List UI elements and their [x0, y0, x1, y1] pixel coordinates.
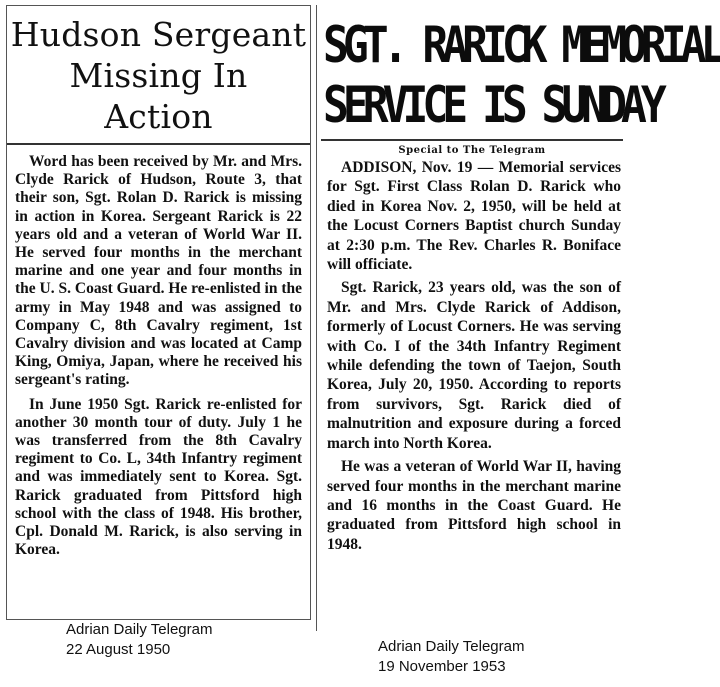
left-headline-line: Action	[104, 97, 213, 136]
left-headline-line: Hudson Sergeant	[10, 15, 307, 54]
right-headline	[323, 15, 720, 135]
right-caption-date: 19 November 1953	[378, 658, 506, 675]
right-caption-source: Adrian Daily Telegram	[378, 638, 525, 655]
left-headline-line: Missing In	[69, 56, 248, 95]
right-headline-line: SERVICE IS SUNDAY	[323, 76, 661, 134]
left-clipping	[6, 5, 311, 620]
right-paragraph-1: ADDISON, Nov. 19 — Memorial services for Sgt. First Class Rolan D. Rarick who died in Korea Nov. 2, 1950, will be held at the Locust Corners Baptist church Sunday at 2:30 p.m. The Rev. Charles R. Boniface will officiate.	[327, 159, 621, 274]
right-paragraph-3: He was a veteran of World War II, having served four months in the merchant marine and 16 months in the Coast Guard. He graduated from Pittsford high school in 1948.	[327, 458, 621, 553]
left-caption-date: 22 August 1950	[66, 641, 171, 658]
right-clipping	[316, 5, 720, 631]
left-paragraph-2: In June 1950 Sgt. Rarick re-enlisted for another 30 month tour of duty. July 1 he was transferred from the 8th Cavalry regiment to Co. L, 34th Infantry regiment and was immediately sent to Korea. Sgt. Rarick graduated from Pittsford high school with the class of 1948. His brother, Cpl. Donald M. Rarick, is also serving in Korea.	[15, 395, 302, 559]
byline: Special to The Telegram	[398, 145, 546, 156]
headline-rule	[321, 139, 623, 141]
left-paragraph-1: Word has been received by Mr. and Mrs. Clyde Rarick of Hudson, Route 3, that their son, Sgt. Rolan D. Rarick is missing in action in Korea. Sergeant Rarick is 22 years old and a veteran of World War II. He served four months in the merchant marine and one year and four months in the U. S. Coast Guard. He re-enlisted in the army in May 1948 and was assigned to Company C, 8th Cavalry regiment, 1st Cavalry division and was located at Camp King, Omiya, Japan, where he received his sergeant's rating.	[15, 153, 302, 389]
left-caption	[66, 620, 212, 660]
right-headline-line: SGT. RARICK MEMORIAL	[323, 16, 720, 74]
left-headline	[7, 14, 310, 145]
left-caption-source: Adrian Daily Telegram	[66, 621, 213, 638]
right-paragraph-2: Sgt. Rarick, 23 years old, was the son of Mr. and Mrs. Clyde Rarick of Addison, formerly of Locust Corners. He was serving with Co. I of the 34th Infantry Regiment while defending the town of Taejon, South Korea, July 20, 1950. According to reports from survivors, Sgt. Rarick died of malnutrition and exposure during a forced march into North Korea.	[327, 279, 621, 452]
right-article-body	[317, 158, 627, 554]
left-article-body	[7, 153, 310, 559]
right-caption	[378, 637, 524, 677]
